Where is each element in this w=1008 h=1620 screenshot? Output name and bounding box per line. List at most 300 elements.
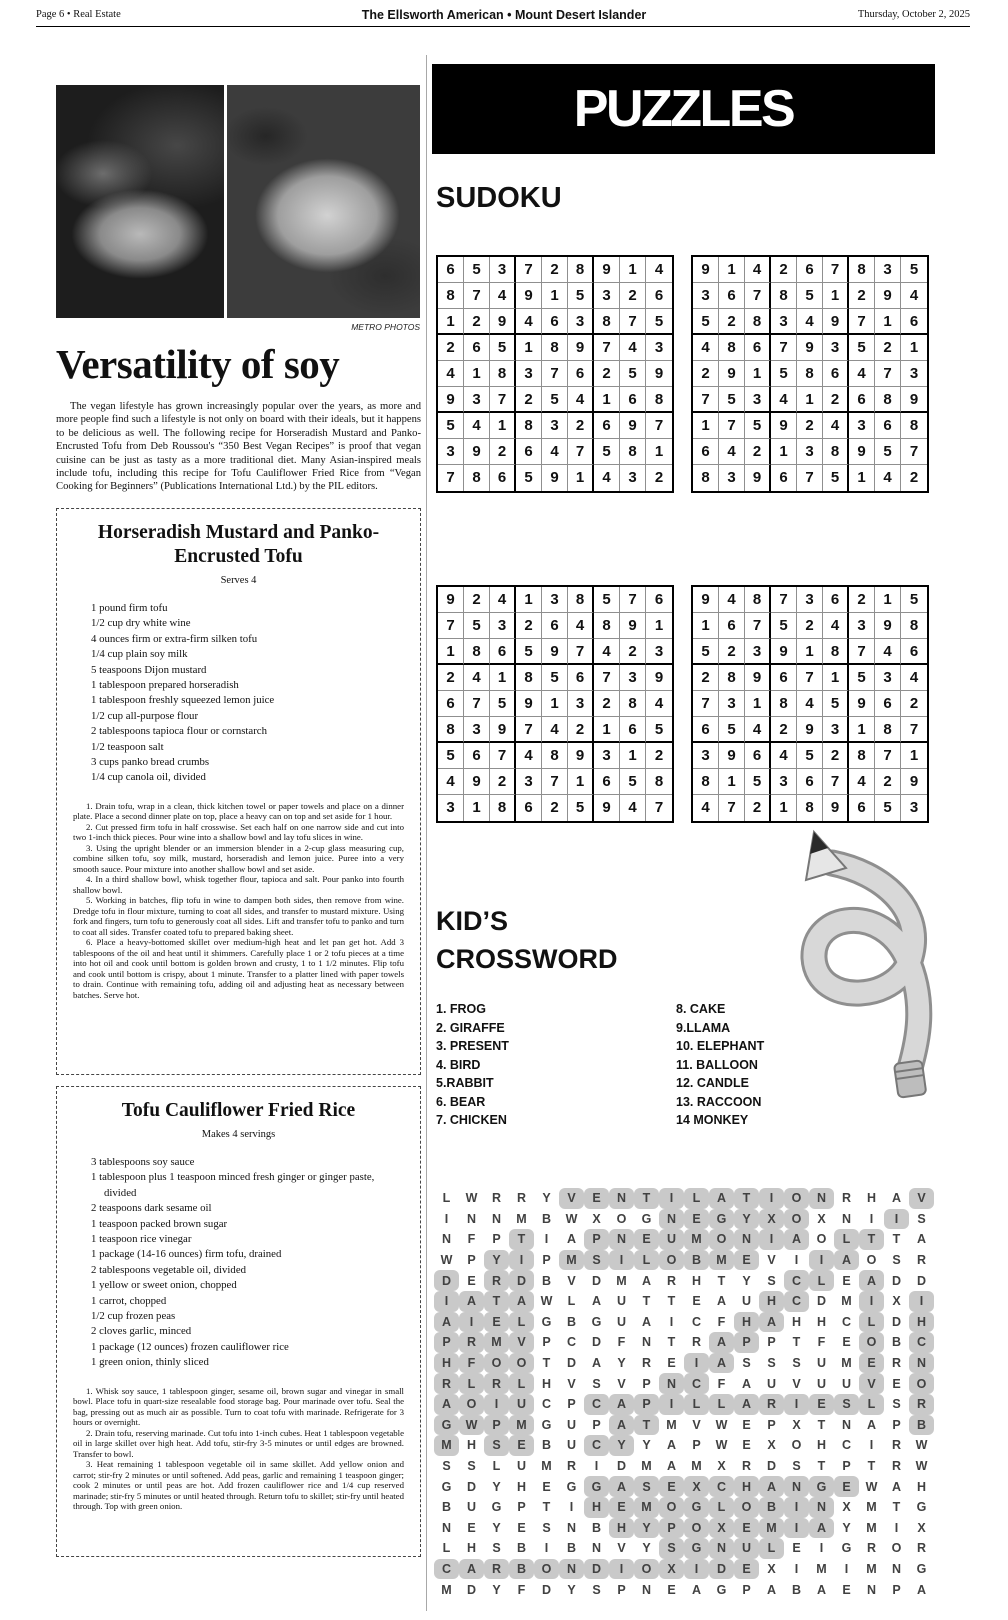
- sudoku-cell: 7: [719, 413, 745, 439]
- wordsearch-letter: A: [759, 1312, 784, 1333]
- sudoku-cell: 5: [901, 587, 927, 613]
- sudoku-cell: 8: [594, 613, 620, 639]
- pencil-illustration: [762, 818, 962, 1103]
- wordsearch-letter: P: [892, 1582, 901, 1597]
- wordsearch-letter: X: [659, 1559, 684, 1580]
- sudoku-cell: 5: [771, 613, 797, 639]
- wordsearch-letter: X: [892, 1294, 901, 1309]
- wordsearch-letter: I: [859, 1291, 884, 1312]
- masthead: The Ellsworth American • Mount Desert Islander: [361, 8, 647, 22]
- wordsearch-letter: A: [434, 1312, 459, 1333]
- wordsearch-letter: T: [509, 1229, 534, 1250]
- sudoku-cell: 1: [438, 309, 464, 335]
- wordsearch-letter: B: [541, 1438, 552, 1453]
- sudoku-cell: 3: [719, 691, 745, 717]
- sudoku-cell: 4: [693, 795, 719, 821]
- wordsearch-letter: O: [891, 1541, 902, 1556]
- sudoku-cell: 7: [516, 717, 542, 743]
- wordsearch-letter: R: [891, 1438, 902, 1453]
- wordsearch-letter: O: [634, 1559, 659, 1580]
- wordsearch-letter: U: [616, 1314, 627, 1329]
- sudoku-cell: 3: [719, 465, 745, 491]
- sudoku-cell: 6: [568, 361, 594, 387]
- sudoku-cell: 8: [464, 639, 490, 665]
- sudoku-cell: 2: [823, 743, 849, 769]
- wordsearch-letter: U: [816, 1356, 827, 1371]
- wordsearch-letter: R: [516, 1191, 527, 1206]
- wordsearch-letter: E: [517, 1520, 526, 1535]
- wordsearch-letter: O: [866, 1253, 877, 1268]
- sudoku-cell: 2: [849, 587, 875, 613]
- kids-answers-left: [436, 1000, 509, 1130]
- wordsearch-letter: H: [791, 1314, 802, 1329]
- wordsearch-letter: Y: [609, 1435, 634, 1456]
- sudoku-cell: 9: [438, 387, 464, 413]
- wordsearch-letter: V: [617, 1541, 626, 1556]
- wordsearch-letter: X: [842, 1500, 851, 1515]
- sudoku-cell: 9: [693, 587, 719, 613]
- wordsearch-letter: Y: [617, 1356, 626, 1371]
- wordsearch-letter: F: [517, 1582, 526, 1597]
- sudoku-cell: 3: [464, 717, 490, 743]
- sudoku-cell: 3: [594, 743, 620, 769]
- sudoku-cell: 4: [823, 413, 849, 439]
- sudoku-cell: 7: [516, 257, 542, 283]
- wordsearch-letter: B: [891, 1335, 902, 1350]
- wordsearch-letter: N: [891, 1561, 902, 1576]
- wordsearch-letter: A: [709, 1332, 734, 1353]
- sudoku-cell: 5: [745, 413, 771, 439]
- sudoku-cell: 3: [464, 387, 490, 413]
- wordsearch-letter: N: [591, 1541, 602, 1556]
- sudoku-cell: 3: [745, 387, 771, 413]
- wordsearch-letter: F: [467, 1232, 476, 1247]
- wordsearch-letter: P: [659, 1518, 684, 1539]
- sudoku-cell: 4: [771, 387, 797, 413]
- ingredient-item: 2 cloves garlic, minced: [91, 1325, 192, 1338]
- wordsearch-letter: G: [566, 1479, 577, 1494]
- sudoku-cell: 6: [646, 283, 672, 309]
- sudoku-cell: 1: [875, 587, 901, 613]
- sudoku-cell: 9: [464, 769, 490, 795]
- sudoku-cell: 8: [542, 743, 568, 769]
- wordsearch-letter: L: [759, 1538, 784, 1559]
- wordsearch-letter: U: [816, 1376, 827, 1391]
- wordsearch-letter: F: [617, 1335, 626, 1350]
- wordsearch-letter: W: [440, 1253, 453, 1268]
- wordsearch-letter: M: [434, 1435, 459, 1456]
- sudoku-cell: 1: [568, 769, 594, 795]
- wordsearch-letter: W: [540, 1294, 553, 1309]
- article-intro: The vegan lifestyle has grown increasingly popular over the years, as more and more people find such a lifestyle is not only on board with their ideals, but it happens to be delicious as well. The following recipe for Horseradish Mustard and Panko-Encrusted Tofu from Deb Roussou's “350 Best Vegan Recipes” is proof that vegan cuisine can be just as tasty as a more traditional diet. Many Asian-inspired meals include tofu, including this recipe for Tofu Cauliflower Fried Rice from “Vegan Cooking for Beginners” (Publications International Ltd.) by the PIL editors.: [56, 401, 421, 493]
- wordsearch-letter: M: [484, 1332, 509, 1353]
- wordsearch-letter: P: [517, 1500, 526, 1515]
- wordsearch-letter: O: [816, 1232, 827, 1247]
- wordsearch-letter: U: [509, 1394, 534, 1415]
- sudoku-cell: 1: [594, 717, 620, 743]
- sudoku-cell: 2: [594, 691, 620, 717]
- wordsearch-letter: B: [566, 1541, 577, 1556]
- wordsearch-letter: R: [891, 1356, 902, 1371]
- wordsearch-letter: P: [617, 1582, 626, 1597]
- sudoku-cell: 6: [464, 335, 490, 361]
- sudoku-cell: 3: [568, 691, 594, 717]
- sudoku-cell: 2: [719, 639, 745, 665]
- sudoku-cell: 2: [438, 335, 464, 361]
- sudoku-cell: 2: [594, 361, 620, 387]
- wordsearch-letter: T: [817, 1459, 826, 1474]
- wordsearch-letter: M: [541, 1459, 552, 1474]
- sudoku-cell: 5: [693, 309, 719, 335]
- wordsearch-letter: I: [484, 1394, 509, 1415]
- wordsearch-letter: W: [915, 1438, 928, 1453]
- wordsearch-letter: T: [867, 1459, 876, 1474]
- wordsearch-letter: A: [891, 1479, 902, 1494]
- wordsearch-letter: S: [592, 1582, 601, 1597]
- wordsearch-letter: H: [759, 1291, 784, 1312]
- kids-crossword-heading: [436, 902, 618, 978]
- sudoku-cell: 5: [490, 335, 516, 361]
- sudoku-cell: 2: [620, 283, 646, 309]
- wordsearch-letter: D: [466, 1582, 477, 1597]
- sudoku-cell: 8: [568, 587, 594, 613]
- wordsearch-letter: E: [742, 1417, 751, 1432]
- wordsearch-letter: X: [759, 1209, 784, 1230]
- wordsearch-letter: X: [767, 1438, 776, 1453]
- wordsearch-letter: B: [516, 1541, 527, 1556]
- wordsearch-letter: A: [716, 1294, 727, 1309]
- direction-step: 1. Drain tofu, wrap in a clean, thick kitchen towel or paper towels and place on a dinner plate. Place a second dinner plate on top, place a heavy can on top and set aside for 1 hour.: [73, 800, 404, 822]
- wordsearch-letter: C: [566, 1335, 577, 1350]
- wordsearch-letter: E: [734, 1250, 759, 1271]
- sudoku-cell: 8: [542, 335, 568, 361]
- wordsearch-letter: D: [816, 1294, 827, 1309]
- wordsearch-letter: Y: [742, 1273, 751, 1288]
- sudoku-cell: 3: [849, 613, 875, 639]
- sudoku-cell: 2: [568, 413, 594, 439]
- wordsearch-letter: H: [516, 1479, 527, 1494]
- wordsearch-letter: I: [819, 1541, 824, 1556]
- ingredient-item: 1 carrot, chopped: [91, 1294, 167, 1307]
- wordsearch-letter: I: [434, 1291, 459, 1312]
- wordsearch-letter: H: [541, 1376, 552, 1391]
- column-divider: [426, 55, 427, 1611]
- wordsearch-letter: N: [809, 1188, 834, 1209]
- wordsearch-letter: T: [792, 1335, 801, 1350]
- wordsearch-letter: G: [709, 1209, 734, 1230]
- ingredient-item: 1 teaspoon packed brown sugar: [91, 1217, 228, 1230]
- sudoku-cell: 2: [464, 309, 490, 335]
- wordsearch-letter: L: [859, 1394, 884, 1415]
- ingredient-item: 3 cups panko bread crumbs: [91, 756, 210, 769]
- wordsearch-letter: A: [609, 1476, 634, 1497]
- sudoku-cell: 6: [568, 665, 594, 691]
- sudoku-cell: 3: [771, 769, 797, 795]
- ingredient-item: 4 ounces firm or extra-firm silken tofu: [91, 632, 258, 645]
- wordsearch-letter: T: [734, 1188, 759, 1209]
- wordsearch-letter: H: [466, 1438, 477, 1453]
- wordsearch-solution-grid: [434, 1188, 934, 1600]
- sudoku-cell: 3: [438, 439, 464, 465]
- sudoku-cell: 4: [594, 639, 620, 665]
- wordsearch-letter: I: [669, 1314, 674, 1329]
- wordsearch-letter: A: [809, 1518, 834, 1539]
- kids-answer: 11. BALLOON: [676, 1057, 758, 1072]
- sudoku-cell: 8: [516, 665, 542, 691]
- sudoku-cell: 6: [901, 639, 927, 665]
- wordsearch-letter: H: [909, 1312, 934, 1333]
- sudoku-cell: 5: [719, 717, 745, 743]
- direction-step: 1. Whisk soy sauce, 1 tablespoon ginger, sesame oil, brown sugar and vinegar in small bowl. Place tofu in quart-size resealable food storage bag. Pour marinade over tofu. Seal the bag, pressing out as much air as possible. Turn to coat tofu with marinade. Refrigerate for 3 hours or overnight.: [73, 1385, 404, 1428]
- sudoku-cell: 9: [745, 465, 771, 491]
- wordsearch-letter: A: [916, 1582, 927, 1597]
- wordsearch-letter: G: [916, 1561, 927, 1576]
- wordsearch-letter: Y: [567, 1582, 576, 1597]
- sudoku-cell: 1: [490, 413, 516, 439]
- wordsearch-letter: R: [491, 1191, 502, 1206]
- sudoku-cell: 8: [797, 795, 823, 821]
- wordsearch-letter: A: [891, 1191, 902, 1206]
- wordsearch-letter: I: [684, 1559, 709, 1580]
- wordsearch-letter: L: [492, 1459, 501, 1474]
- wordsearch-letter: V: [692, 1417, 701, 1432]
- sudoku-cell: 5: [823, 691, 849, 717]
- sudoku-cell: 1: [646, 613, 672, 639]
- sudoku-cell: 2: [516, 387, 542, 413]
- wordsearch-letter: I: [784, 1518, 809, 1539]
- sudoku-cell: 7: [646, 413, 672, 439]
- sudoku-cell: 7: [771, 587, 797, 613]
- sudoku-cell: 4: [901, 665, 927, 691]
- sudoku-cell: 9: [901, 387, 927, 413]
- sudoku-cell: 5: [901, 257, 927, 283]
- sudoku-cell: 6: [849, 387, 875, 413]
- direction-step: 3. Heat remaining 1 tablespoon vegetable oil in same skillet. Add yellow onion and carrot; stir-fry 2 minutes or until softened. Add peas, garlic and remaining 1 teaspoon ginger; cook 2 minutes or until peas are hot. Add frozen cauliflower rice and 1/4 cup reserved marinade; stir-fry 5 minutes or until heated through. Return tofu to skillet; stir-fry until heated through. Top with green onion.: [73, 1459, 404, 1512]
- ingredient-item: 1/2 cup dry white wine: [91, 617, 191, 630]
- wordsearch-letter: L: [442, 1541, 451, 1556]
- wordsearch-letter: E: [792, 1541, 801, 1556]
- recipe-serving: Serves 4: [220, 575, 257, 586]
- sudoku-cell: 6: [901, 309, 927, 335]
- wordsearch-letter: R: [641, 1356, 652, 1371]
- sudoku-cell: 9: [516, 283, 542, 309]
- sudoku-cell: 8: [693, 769, 719, 795]
- sudoku-cell: 8: [771, 691, 797, 717]
- wordsearch-letter: L: [709, 1497, 734, 1518]
- sudoku-cell: 1: [438, 639, 464, 665]
- sudoku-cell: 9: [849, 691, 875, 717]
- wordsearch-letter: S: [659, 1538, 684, 1559]
- kids-answer: 4. BIRD: [436, 1057, 481, 1072]
- wordsearch-letter: L: [509, 1373, 534, 1394]
- sudoku-cell: 1: [542, 691, 568, 717]
- wordsearch-letter: A: [459, 1291, 484, 1312]
- sudoku-cell: 5: [464, 613, 490, 639]
- sudoku-cell: 5: [542, 665, 568, 691]
- sudoku-cell: 1: [568, 465, 594, 491]
- wordsearch-letter: G: [684, 1497, 709, 1518]
- sudoku-cell: 3: [568, 309, 594, 335]
- wordsearch-letter: O: [459, 1394, 484, 1415]
- kids-answer: 1. FROG: [436, 1002, 487, 1016]
- wordsearch-letter: M: [441, 1582, 452, 1597]
- wordsearch-letter: R: [741, 1459, 752, 1474]
- wordsearch-letter: Y: [492, 1582, 501, 1597]
- sudoku-solution-grid-2: [691, 255, 929, 493]
- wordsearch-letter: L: [684, 1188, 709, 1209]
- sudoku-cell: 7: [797, 665, 823, 691]
- sudoku-cell: 4: [823, 613, 849, 639]
- ingredient-item: 2 tablespoons vegetable oil, divided: [91, 1263, 247, 1276]
- direction-step: 2. Cut pressed firm tofu in half crosswise. Set each half on one narrow side and cut into two 1-inch thick pieces. Pour wine into a shallow bowl and lay tofu slices in wine.: [73, 821, 404, 843]
- article-title: Versatility of soy: [56, 341, 340, 387]
- sudoku-cell: 8: [849, 743, 875, 769]
- sudoku-cell: 2: [719, 309, 745, 335]
- wordsearch-letter: B: [441, 1500, 452, 1515]
- wordsearch-letter: A: [691, 1582, 702, 1597]
- sudoku-cell: 7: [693, 387, 719, 413]
- kids-heading-line2: CROSSWORD: [436, 944, 618, 974]
- wordsearch-letter: R: [691, 1335, 702, 1350]
- wordsearch-letter: P: [734, 1332, 759, 1353]
- wordsearch-letter: A: [434, 1394, 459, 1415]
- wordsearch-letter: W: [565, 1211, 578, 1226]
- wordsearch-letter: C: [909, 1332, 934, 1353]
- sudoku-cell: 9: [438, 587, 464, 613]
- wordsearch-letter: A: [591, 1356, 602, 1371]
- wordsearch-letter: A: [834, 1250, 859, 1271]
- sudoku-cell: 9: [464, 439, 490, 465]
- wordsearch-letter: D: [591, 1273, 602, 1288]
- wordsearch-letter: N: [659, 1373, 684, 1394]
- fried-rice-photo: [227, 85, 420, 318]
- sudoku-cell: 5: [797, 743, 823, 769]
- sudoku-cell: 8: [719, 335, 745, 361]
- sudoku-cell: 1: [823, 283, 849, 309]
- wordsearch-letter: S: [467, 1459, 476, 1474]
- wordsearch-letter: H: [816, 1438, 827, 1453]
- sudoku-cell: 6: [771, 665, 797, 691]
- wordsearch-letter: S: [892, 1253, 901, 1268]
- sudoku-cell: 3: [620, 465, 646, 491]
- wordsearch-letter: I: [759, 1188, 784, 1209]
- wordsearch-letter: O: [859, 1332, 884, 1353]
- wordsearch-letter: E: [609, 1497, 634, 1518]
- sudoku-cell: 3: [542, 587, 568, 613]
- sudoku-cell: 7: [797, 465, 823, 491]
- sudoku-cell: 5: [464, 257, 490, 283]
- wordsearch-letter: S: [742, 1356, 751, 1371]
- wordsearch-letter: M: [841, 1294, 852, 1309]
- recipe-box-panko-tofu: [56, 508, 421, 1075]
- wordsearch-letter: V: [909, 1188, 934, 1209]
- photo-credit: METRO PHOTOS: [351, 322, 420, 332]
- wordsearch-letter: S: [584, 1250, 609, 1271]
- direction-step: 5. Working in batches, flip tofu in wine to dampen both sides, then remove from wine. Dredge tofu in flour mixture, turning to coat all sides, and transfer to mustard mixture. Using fork and fingers, turn tofu to generously coat all sides. Lift and transfer tofu to panko and turn to coat all sides. Transfer coated tofu to prepared baking sheet.: [73, 895, 404, 937]
- sudoku-cell: 1: [490, 665, 516, 691]
- wordsearch-letter: N: [841, 1417, 852, 1432]
- wordsearch-letter: L: [809, 1270, 834, 1291]
- wordsearch-letter: P: [584, 1229, 609, 1250]
- sudoku-cell: 8: [594, 309, 620, 335]
- sudoku-cell: 6: [438, 257, 464, 283]
- sudoku-cell: 5: [620, 769, 646, 795]
- wordsearch-letter: O: [509, 1353, 534, 1374]
- ingredient-item: 1/2 cup all-purpose flour: [91, 709, 199, 722]
- wordsearch-letter: E: [692, 1294, 701, 1309]
- sudoku-cell: 6: [594, 413, 620, 439]
- wordsearch-letter: L: [567, 1294, 576, 1309]
- sudoku-cell: 9: [594, 795, 620, 821]
- sudoku-cell: 5: [745, 769, 771, 795]
- ingredient-item: 1 tablespoon freshly squeezed lemon juice: [91, 694, 275, 707]
- ingredient-item: 1 green onion, thinly sliced: [91, 1356, 209, 1369]
- sudoku-cell: 5: [542, 387, 568, 413]
- sudoku-cell: 9: [646, 665, 672, 691]
- wordsearch-letter: R: [484, 1559, 509, 1580]
- sudoku-cell: 2: [745, 439, 771, 465]
- sudoku-cell: 6: [490, 639, 516, 665]
- wordsearch-letter: D: [916, 1273, 927, 1288]
- wordsearch-letter: I: [869, 1211, 874, 1226]
- sudoku-cell: 7: [654, 799, 664, 816]
- wordsearch-letter: N: [441, 1232, 452, 1247]
- wordsearch-letter: M: [684, 1229, 709, 1250]
- wordsearch-letter: G: [916, 1500, 927, 1515]
- sudoku-cell: 1: [797, 639, 823, 665]
- wordsearch-letter: N: [466, 1211, 477, 1226]
- wordsearch-letter: C: [434, 1559, 459, 1580]
- sudoku-cell: 9: [823, 795, 849, 821]
- wordsearch-letter: C: [709, 1476, 734, 1497]
- sudoku-cell: 8: [516, 413, 542, 439]
- wordsearch-letter: S: [442, 1459, 451, 1474]
- sudoku-cell: 8: [797, 361, 823, 387]
- sudoku-cell: 9: [490, 717, 516, 743]
- wordsearch-letter: E: [809, 1394, 834, 1415]
- wordsearch-letter: M: [759, 1518, 784, 1539]
- wordsearch-letter: I: [894, 1520, 899, 1535]
- sudoku-cell: 9: [797, 717, 823, 743]
- sudoku-cell: 2: [490, 769, 516, 795]
- sudoku-cell: 3: [823, 717, 849, 743]
- wordsearch-letter: W: [715, 1417, 728, 1432]
- wordsearch-letter: D: [541, 1582, 552, 1597]
- sudoku-cell: 4: [568, 613, 594, 639]
- sudoku-cell: 7: [719, 795, 745, 821]
- ingredient-item: 2 teaspoons dark sesame oil: [91, 1202, 212, 1215]
- wordsearch-letter: N: [566, 1520, 577, 1535]
- sudoku-cell: 7: [901, 717, 927, 743]
- sudoku-cell: 4: [620, 795, 646, 821]
- wordsearch-letter: E: [484, 1312, 509, 1333]
- sudoku-cell: 2: [438, 665, 464, 691]
- wordsearch-letter: A: [566, 1232, 577, 1247]
- wordsearch-letter: G: [591, 1314, 602, 1329]
- sudoku-cell: 1: [693, 413, 719, 439]
- wordsearch-letter: R: [916, 1541, 927, 1556]
- sudoku-cell: 6: [693, 439, 719, 465]
- sudoku-cell: 4: [516, 309, 542, 335]
- sudoku-cell: 1: [719, 769, 745, 795]
- wordsearch-letter: I: [809, 1250, 834, 1271]
- sudoku-cell: 6: [693, 717, 719, 743]
- sudoku-cell: 9: [620, 413, 646, 439]
- sudoku-cell: 9: [620, 613, 646, 639]
- wordsearch-letter: A: [766, 1582, 777, 1597]
- sudoku-cell: 3: [849, 413, 875, 439]
- sudoku-cell: 2: [771, 717, 797, 743]
